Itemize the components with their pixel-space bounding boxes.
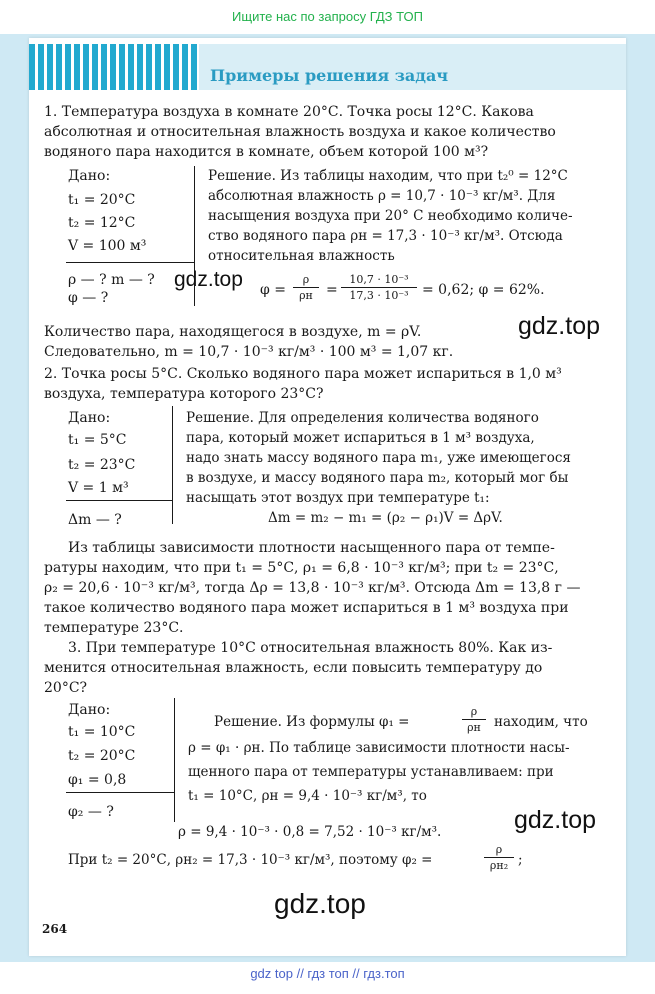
given-separator — [172, 406, 173, 524]
footer-links: gdz top // гдз топ // гдз.топ — [250, 966, 405, 981]
solution-line: Решение. Из таблицы находим, что при t₂⁰ = 12°C — [208, 168, 568, 184]
fraction-denominator: 17,3 · 10⁻³ — [349, 289, 409, 302]
solution-line: насыщения воздуха при 20° С необходимо количе- — [208, 208, 573, 224]
problem-2-text-line: воздуха, температура которого 23°С? — [44, 386, 324, 402]
watermark: gdz.top — [514, 806, 597, 834]
fraction-denominator: ρн — [299, 289, 313, 302]
given-item: t₂ = 23°C — [68, 457, 136, 473]
solution-line: насыщать этот воздух при температуре t₁: — [186, 490, 490, 506]
find-item: φ — ? — [68, 290, 109, 306]
given-separator — [174, 698, 175, 822]
problem-1-text-line: водяного пара находится в комнате, объем которой 100 м³? — [44, 144, 489, 160]
problem-1-text-line: 1. Температура воздуха в комнате 20°С. Точка росы 12°С. Какова — [44, 104, 534, 120]
given-title: Дано: — [68, 702, 111, 718]
given-item: φ₁ = 0,8 — [68, 772, 127, 788]
problem-1-text-line: абсолютная и относительная влажность воздуха и какое количество — [44, 124, 556, 140]
answer-line: При t₂ = 20°С, ρн₂ = 17,3 · 10⁻³ кг/м³, поэтому φ₂ = — [68, 852, 433, 868]
problem-2-text-line: 2. Точка росы 5°С. Сколько водяного пара может испариться в 1,0 м³ — [44, 366, 562, 382]
watermark: gdz.top — [174, 268, 243, 291]
problem-3-text-line: 20°С? — [44, 680, 88, 696]
solution-line: щенного пара от температуры устанавливаем: при — [188, 764, 554, 780]
given-divider — [66, 792, 174, 793]
answer-line: ратуры находим, что при t₁ = 5°С, ρ₁ = 6,8 · 10⁻³ кг/м³; при t₂ = 23°С, — [44, 560, 559, 576]
answer-end: ; — [518, 852, 523, 868]
given-item: t₂ = 12°C — [68, 215, 136, 231]
solution-line: Решение. Для определения количества водяного — [186, 410, 539, 426]
formula-phi: φ = — [260, 282, 286, 298]
answer-line: ρ₂ = 20,6 · 10⁻³ кг/м³, тогда Δρ = 13,8 · 10⁻³ кг/м³. Отсюда Δm = 13,8 г — — [44, 580, 581, 596]
fraction-denominator: ρн — [467, 721, 481, 734]
given-item: t₁ = 5°C — [68, 432, 127, 448]
fraction-numerator: 10,7 · 10⁻³ — [349, 273, 409, 286]
given-divider — [66, 500, 172, 501]
given-item: t₁ = 20°C — [68, 192, 136, 208]
given-divider — [66, 262, 194, 263]
formula-fraction — [341, 273, 417, 302]
solution-line: пара, который может испариться в 1 м³ воздуха, — [186, 430, 535, 446]
section-title: Примеры решения задач — [209, 66, 449, 85]
answer-line: Следовательно, m = 10,7 · 10⁻³ кг/м³ · 100 м³ = 1,07 кг. — [44, 344, 454, 360]
answer-line: Количество пара, находящегося в воздухе, m = ρV. — [44, 324, 422, 340]
solution-line: надо знать массу водяного пара m₁, уже имеющегося — [186, 450, 571, 466]
problem-3-text-line: менится относительная влажность, если повысить температуру до — [44, 660, 543, 676]
page-number: 264 — [42, 922, 68, 936]
solution-line: Решение. Из формулы φ₁ = — [214, 714, 410, 730]
given-title: Дано: — [68, 168, 111, 184]
solution-formula: Δm = m₂ − m₁ = (ρ₂ − ρ₁)V = ΔρV. — [268, 510, 503, 526]
formula-result: = 0,62; φ = 62%. — [422, 282, 545, 298]
solution-line: относительная влажность — [208, 248, 395, 264]
solution-line: t₁ = 10°С, ρн = 9,4 · 10⁻³ кг/м³, то — [188, 788, 427, 804]
find-item: φ₂ — ? — [68, 804, 114, 820]
given-title: Дано: — [68, 410, 111, 426]
given-item: V = 100 м³ — [68, 238, 147, 254]
answer-line: Из таблицы зависимости плотности насыщенного пара от темпе- — [68, 540, 555, 556]
problem-3-text-line: 3. При температуре 10°С относительная влажность 80%. Как из- — [68, 640, 553, 656]
top-banner: Ищите нас по запросу ГДЗ ТОП — [232, 9, 423, 24]
given-item: t₁ = 10°C — [68, 724, 136, 740]
solution-line: абсолютная влажность ρ = 10,7 · 10⁻³ кг/м³. Для — [208, 188, 556, 204]
find-item: Δm — ? — [68, 512, 122, 528]
watermark: gdz.top — [274, 888, 366, 919]
solution-formula: ρ = 9,4 · 10⁻³ · 0,8 = 7,52 · 10⁻³ кг/м³. — [178, 824, 442, 840]
find-item: ρ — ? m — ? — [68, 272, 155, 288]
watermark: gdz.top — [518, 312, 601, 340]
answer-line: такое количество водяного пара может испариться в 1 м³ воздуха при — [44, 600, 569, 616]
formula-fraction — [293, 273, 319, 302]
solution-line: находим, что — [494, 714, 588, 730]
fraction-numerator: ρ — [302, 273, 310, 286]
formula-equals: = — [326, 282, 338, 298]
given-item: t₂ = 20°C — [68, 748, 136, 764]
solution-line: ρ = φ₁ · ρн. По таблице зависимости плотности насы- — [188, 740, 570, 756]
fraction-denominator: ρн₂ — [489, 859, 509, 872]
solution-line: в воздухе, и массу водяного пара m₂, который мог бы — [186, 470, 569, 486]
answer-line: температуре 23°С. — [44, 620, 184, 636]
fraction-numerator: ρ — [495, 843, 503, 856]
formula-fraction — [462, 705, 486, 734]
formula-fraction — [484, 843, 514, 872]
solution-line: ство водяного пара ρн = 17,3 · 10⁻³ кг/м³. Отсюда — [208, 228, 563, 244]
header-stripes — [29, 44, 199, 90]
given-item: V = 1 м³ — [68, 480, 129, 496]
fraction-numerator: ρ — [470, 705, 478, 718]
